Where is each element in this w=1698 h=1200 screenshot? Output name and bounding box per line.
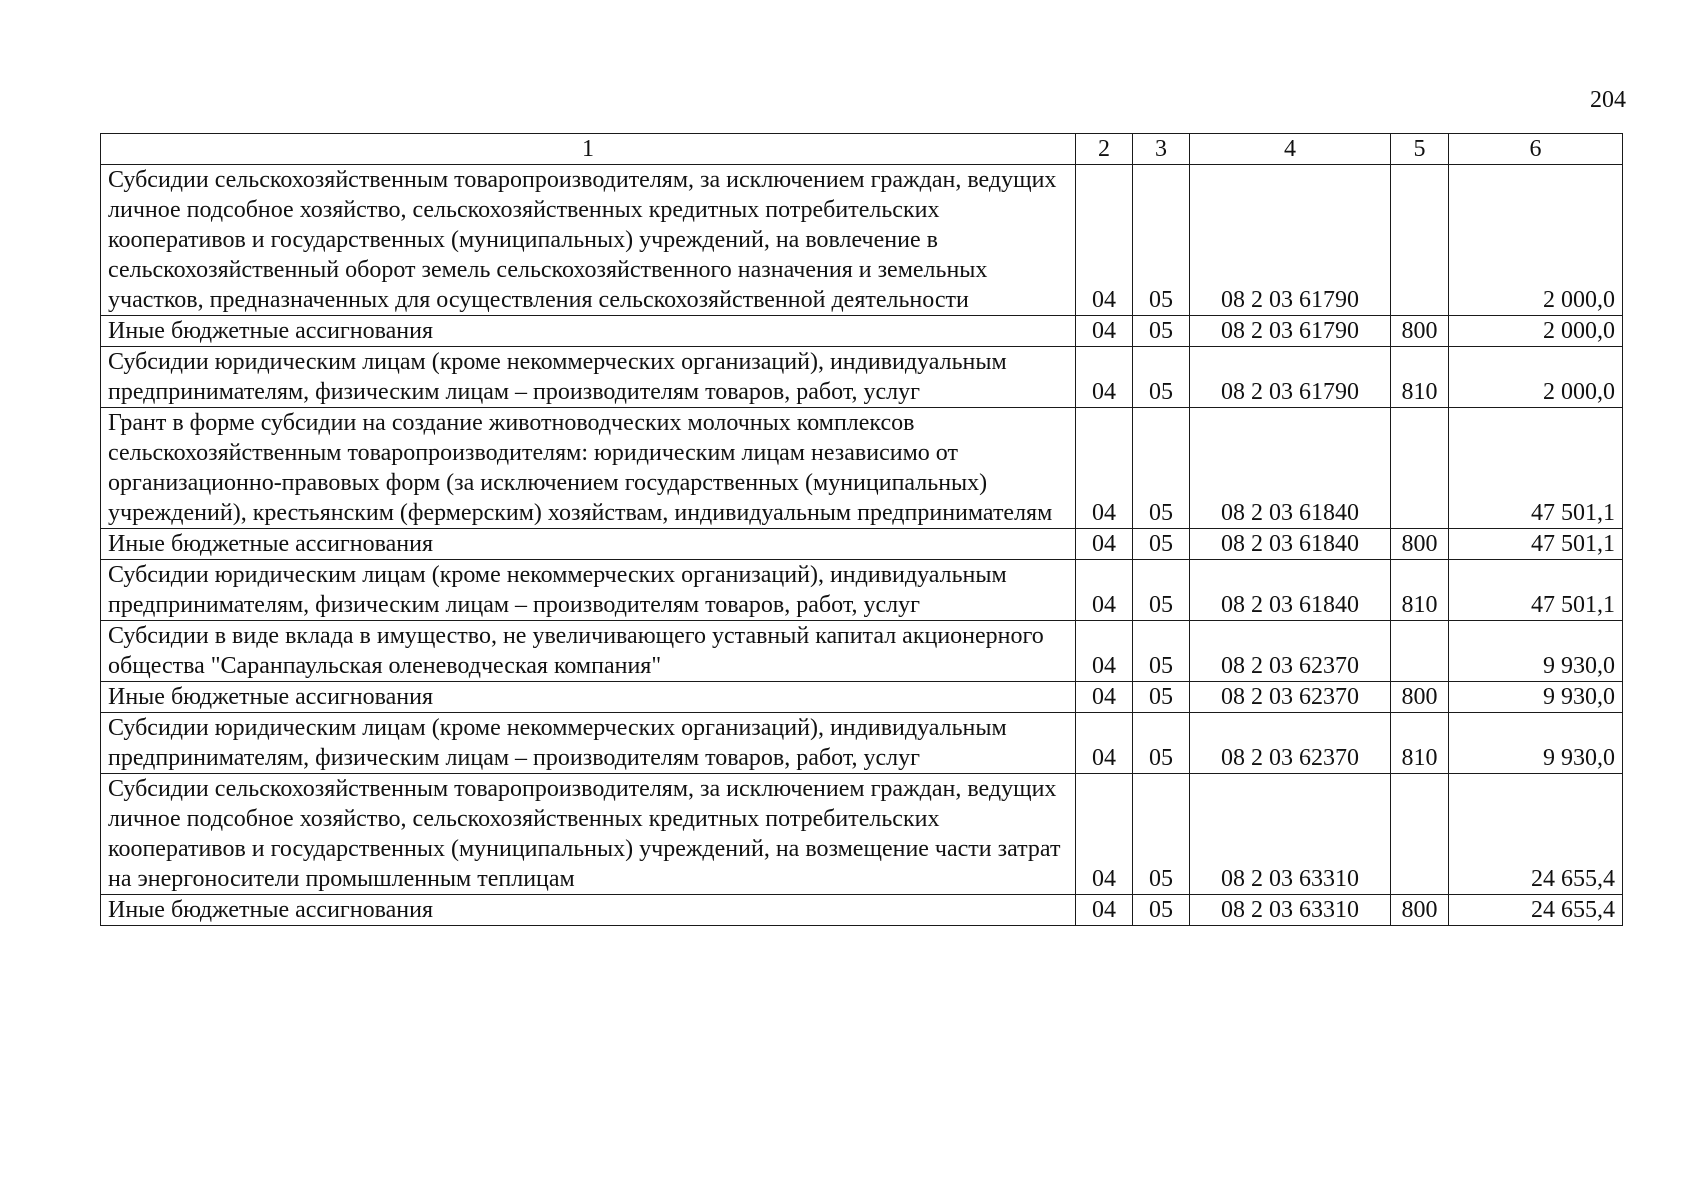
row-amount: 47 501,1 <box>1449 408 1623 529</box>
row-section: 04 <box>1076 895 1133 926</box>
row-subsection: 05 <box>1133 529 1190 560</box>
row-section: 04 <box>1076 316 1133 347</box>
table-row <box>101 347 1623 408</box>
row-description: Субсидии сельскохозяйственным товаропроизводителям, за исключением граждан, ведущих личное подсобное хозяйство, сельскохозяйственных кредитных потребительских кооперативов и государственных (муниципальных) учреждений, на возмещение части затрат на энергоносители промышленным теплицам <box>101 774 1076 895</box>
row-target-code: 08 2 03 61840 <box>1190 408 1391 529</box>
row-amount: 24 655,4 <box>1449 895 1623 926</box>
row-subsection: 05 <box>1133 682 1190 713</box>
row-description: Субсидии юридическим лицам (кроме некоммерческих организаций), индивидуальным предпринимателям, физическим лицам – производителям товаров, работ, услуг <box>101 560 1076 621</box>
row-description: Иные бюджетные ассигнования <box>101 895 1076 926</box>
row-expense-type: 800 <box>1391 682 1449 713</box>
row-description: Иные бюджетные ассигнования <box>101 316 1076 347</box>
row-target-code: 08 2 03 61790 <box>1190 347 1391 408</box>
row-amount: 47 501,1 <box>1449 529 1623 560</box>
header-col-4: 4 <box>1190 134 1391 165</box>
row-description: Субсидии сельскохозяйственным товаропроизводителям, за исключением граждан, ведущих личное подсобное хозяйство, сельскохозяйственных кредитных потребительских кооперативов и государственных (муниципальных) учреждений, на вовлечение в сельскохозяйственный оборот земель сельскохозяйственного назначения и земельных участков, предназначенных для осуществления сельскохозяйственной деятельности <box>101 165 1076 316</box>
row-target-code: 08 2 03 62370 <box>1190 621 1391 682</box>
row-section: 04 <box>1076 560 1133 621</box>
row-subsection: 05 <box>1133 316 1190 347</box>
row-subsection: 05 <box>1133 621 1190 682</box>
table-row <box>101 621 1623 682</box>
row-expense-type <box>1391 774 1449 895</box>
row-expense-type: 810 <box>1391 347 1449 408</box>
table-header <box>101 134 1623 165</box>
row-subsection: 05 <box>1133 347 1190 408</box>
row-expense-type: 800 <box>1391 529 1449 560</box>
row-description: Субсидии юридическим лицам (кроме некоммерческих организаций), индивидуальным предпринимателям, физическим лицам – производителям товаров, работ, услуг <box>101 713 1076 774</box>
table-row <box>101 713 1623 774</box>
row-section: 04 <box>1076 408 1133 529</box>
row-subsection: 05 <box>1133 774 1190 895</box>
row-section: 04 <box>1076 774 1133 895</box>
header-col-3: 3 <box>1133 134 1190 165</box>
header-col-6: 6 <box>1449 134 1623 165</box>
row-target-code: 08 2 03 61840 <box>1190 560 1391 621</box>
row-target-code: 08 2 03 61790 <box>1190 165 1391 316</box>
header-col-5: 5 <box>1391 134 1449 165</box>
row-section: 04 <box>1076 713 1133 774</box>
row-amount: 9 930,0 <box>1449 621 1623 682</box>
row-target-code: 08 2 03 61840 <box>1190 529 1391 560</box>
table-row <box>101 560 1623 621</box>
table-body <box>101 165 1623 926</box>
row-section: 04 <box>1076 621 1133 682</box>
table-row <box>101 895 1623 926</box>
row-section: 04 <box>1076 347 1133 408</box>
header-row <box>101 134 1623 165</box>
row-amount: 47 501,1 <box>1449 560 1623 621</box>
page-number: 204 <box>1590 87 1626 113</box>
row-description: Иные бюджетные ассигнования <box>101 529 1076 560</box>
budget-table <box>100 133 1623 926</box>
row-expense-type <box>1391 621 1449 682</box>
row-subsection: 05 <box>1133 408 1190 529</box>
row-amount: 2 000,0 <box>1449 316 1623 347</box>
table-row <box>101 408 1623 529</box>
row-amount: 2 000,0 <box>1449 165 1623 316</box>
row-description: Субсидии в виде вклада в имущество, не увеличивающего уставный капитал акционерного общества "Саранпаульская оленеводческая компания" <box>101 621 1076 682</box>
row-target-code: 08 2 03 63310 <box>1190 895 1391 926</box>
row-subsection: 05 <box>1133 713 1190 774</box>
row-target-code: 08 2 03 62370 <box>1190 682 1391 713</box>
row-subsection: 05 <box>1133 165 1190 316</box>
row-expense-type: 800 <box>1391 895 1449 926</box>
row-section: 04 <box>1076 529 1133 560</box>
row-amount: 9 930,0 <box>1449 713 1623 774</box>
row-expense-type: 800 <box>1391 316 1449 347</box>
row-description: Субсидии юридическим лицам (кроме некоммерческих организаций), индивидуальным предпринимателям, физическим лицам – производителям товаров, работ, услуг <box>101 347 1076 408</box>
row-subsection: 05 <box>1133 895 1190 926</box>
row-target-code: 08 2 03 62370 <box>1190 713 1391 774</box>
row-amount: 24 655,4 <box>1449 774 1623 895</box>
row-expense-type <box>1391 408 1449 529</box>
row-subsection: 05 <box>1133 560 1190 621</box>
table-row <box>101 682 1623 713</box>
table-row <box>101 774 1623 895</box>
row-expense-type: 810 <box>1391 713 1449 774</box>
row-description: Иные бюджетные ассигнования <box>101 682 1076 713</box>
row-expense-type: 810 <box>1391 560 1449 621</box>
row-target-code: 08 2 03 63310 <box>1190 774 1391 895</box>
table-row <box>101 165 1623 316</box>
row-target-code: 08 2 03 61790 <box>1190 316 1391 347</box>
header-col-1: 1 <box>101 134 1076 165</box>
row-section: 04 <box>1076 682 1133 713</box>
row-description: Грант в форме субсидии на создание животноводческих молочных комплексов сельскохозяйственным товаропроизводителям: юридическим лицам независимо от организационно-правовых форм (за исключением государственных (муниципальных) учреждений), крестьянским (фермерским) хозяйствам, индивидуальным предпринимателям <box>101 408 1076 529</box>
header-col-2: 2 <box>1076 134 1133 165</box>
table-row <box>101 316 1623 347</box>
row-expense-type <box>1391 165 1449 316</box>
row-section: 04 <box>1076 165 1133 316</box>
row-amount: 9 930,0 <box>1449 682 1623 713</box>
table-row <box>101 529 1623 560</box>
row-amount: 2 000,0 <box>1449 347 1623 408</box>
